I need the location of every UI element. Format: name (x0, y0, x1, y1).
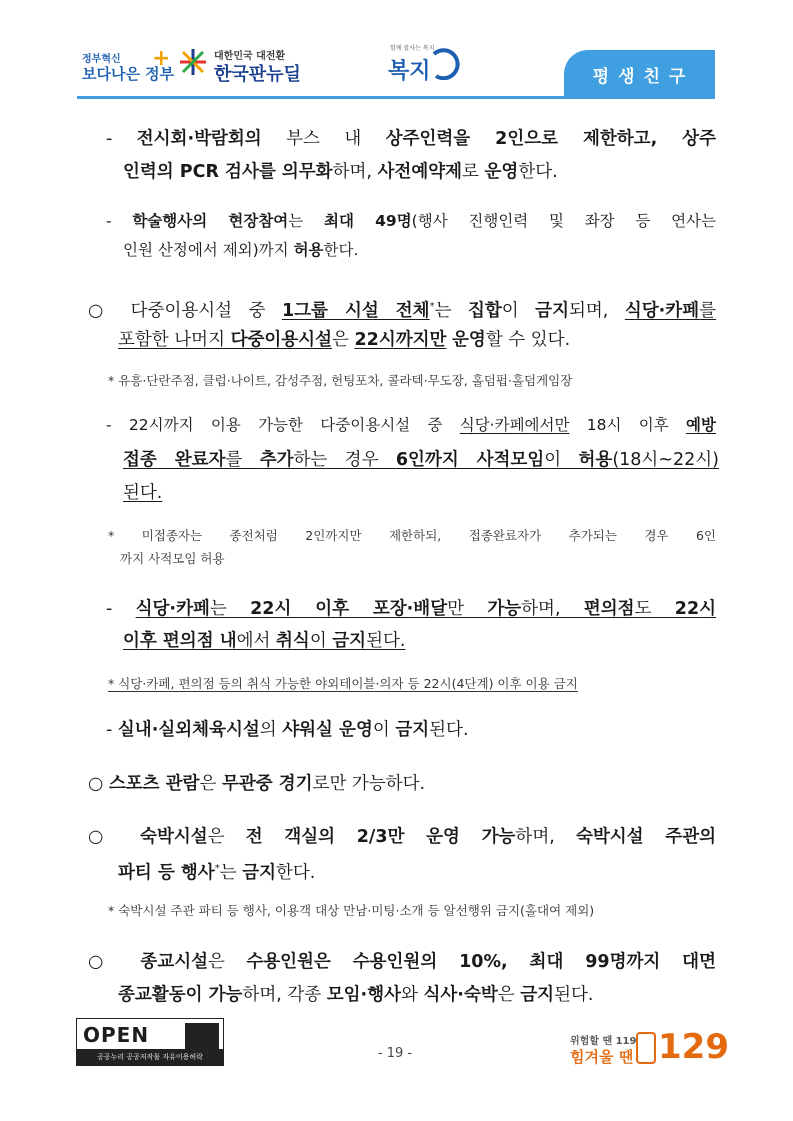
text-span: 금지 (332, 631, 367, 651)
text-line (88, 951, 716, 973)
text-span: 은 (497, 985, 521, 1005)
text-line (106, 719, 556, 741)
text-span: 와 (401, 985, 424, 1005)
text-span: 는 (209, 599, 251, 619)
text-line (123, 482, 183, 504)
text-line (88, 296, 716, 322)
text-span: 최대 49명 (323, 212, 412, 230)
text-span: * 미접종자는 종전처럼 2인까지만 제한하되, 접종완료자가 추가되는 경우 6인 (108, 528, 716, 543)
logo2-large-text: 한국판뉴딜 (214, 64, 301, 85)
text-span: 된다. (429, 720, 469, 740)
text-span: 이 (544, 450, 579, 470)
text-line (118, 858, 358, 884)
text-span: 학술행사의 현장참여 (132, 212, 289, 230)
text-span: - (106, 129, 137, 149)
text-span: 파티 등 행사 (118, 862, 215, 883)
logo1-small-text: 정부혁신 (82, 54, 121, 65)
text-span: 실내·실외체육시설 (117, 720, 260, 740)
logo1-large-text: 보다나은 정부 (82, 65, 175, 83)
text-span: 다중이용시설 (230, 330, 332, 350)
text-span: 이 (309, 631, 333, 651)
text-span: 은 (207, 827, 246, 847)
text-span: 한다. (323, 241, 359, 259)
hotline-small-text: 위험할 땐 119 (570, 1036, 637, 1047)
text-span: 는 (434, 300, 468, 321)
text-span: 금지 (242, 862, 276, 883)
open-caption: 공공누리 공공저작물 자유이용허락 (77, 1049, 223, 1065)
text-span: - (106, 599, 136, 619)
text-span: 추가 (259, 450, 294, 470)
text-span: 이 (372, 720, 396, 740)
text-span: 로만 가능하다. (312, 774, 426, 794)
page-header (0, 0, 793, 100)
text-span: 식사·숙박 (423, 985, 498, 1005)
text-span: 22시 (674, 599, 717, 619)
star-burst-icon (178, 47, 208, 77)
text-line (123, 449, 719, 471)
text-span: 하며, (515, 827, 576, 847)
text-line (106, 211, 716, 231)
text-span: 가능 (487, 599, 522, 619)
text-span: 예방 (686, 416, 716, 434)
license-person-icon (185, 1023, 219, 1049)
text-span: 는 (219, 862, 243, 883)
text-span: 를 (225, 450, 260, 470)
text-span: 운영 (484, 162, 519, 182)
text-span: 되며, (568, 300, 625, 321)
text-span: 종교시설 (140, 952, 209, 972)
text-span: 수용인원은 수용인원의 10%, 최대 99명까지 대면 (246, 952, 716, 972)
text-span: 무관중 경기 (221, 774, 313, 794)
text-span: 금지 (520, 985, 555, 1005)
text-span: 상주인력을 2인으로 제한하고, 상주 (385, 129, 716, 149)
text-span: 된다. (123, 483, 163, 503)
text-span: 만 (447, 599, 488, 619)
text-span: 스포츠 관람 (108, 774, 200, 794)
text-span: 에서 (236, 631, 276, 651)
text-span: 종교활동이 가능 (118, 985, 243, 1005)
text-span: 식당·카페에서만 (459, 416, 570, 434)
text-span: 허용 (293, 241, 324, 259)
text-span: 1그룹 시설 전체 (281, 300, 430, 321)
text-span: 운영 (452, 330, 486, 350)
text-span: 접종 완료자 (123, 450, 226, 470)
text-span: ○ (88, 952, 141, 972)
text-span: 의 (259, 720, 283, 740)
text-span: 숙박시설 주관의 (575, 827, 716, 847)
text-span: (행사 진행인력 및 좌장 등 연사는 (411, 212, 716, 230)
text-span: 된다. (366, 631, 406, 651)
text-span: - (106, 212, 133, 230)
text-span: 22시 이후 포장·배달 (250, 599, 448, 619)
text-span: 하며, 각종 (242, 985, 327, 1005)
text-span: 숙박시설 (140, 827, 208, 847)
text-span: 하며, (332, 162, 378, 182)
text-span: * 숙박시설 주관 파티 등 행사, 이용객 대상 만남·미팅·소개 등 알선행위 금지(홀대여 제외) (108, 903, 595, 918)
text-span: 사전예약제 (377, 162, 463, 182)
text-span: * 식당·카페, 편의점 등의 취식 가능한 야외테이블·의자 등 22시(4단계) 이후 이용 금지 (108, 676, 578, 691)
plus-icon: + (152, 46, 171, 71)
text-line (108, 528, 716, 544)
text-span: 하며, (521, 599, 584, 619)
text-span: 를 (699, 300, 717, 321)
text-span: 할 수 있다. (485, 330, 571, 350)
text-span: * (214, 863, 220, 874)
text-line (88, 773, 508, 795)
hotline-129-logo (560, 1026, 729, 1068)
header-divider (77, 96, 715, 99)
text-span: 18시 이후 (569, 416, 687, 434)
text-span: 포함한 나머지 (118, 330, 231, 350)
text-span: 은 (332, 330, 355, 350)
gov-innovation-logo (82, 46, 177, 83)
text-span: 금지 (535, 300, 569, 321)
hotline-large-text: 힘겨울 땐 (570, 1048, 634, 1066)
open-label: OPEN (83, 1023, 150, 1047)
text-span: 허용 (578, 450, 613, 470)
text-span: 이 (501, 300, 536, 321)
logo3-large-text: 복지 (388, 59, 431, 84)
text-span: * 유흥·단란주점, 클럽·나이트, 감성주점, 헌팅포차, 콜라텍·무도장, 홀덤펍·홀덤게임장 (108, 373, 573, 388)
text-line (88, 826, 716, 848)
text-span: 한다. (518, 162, 558, 182)
text-span: 은 (208, 952, 247, 972)
text-span: 식당·카페 (135, 599, 210, 619)
text-line (118, 984, 698, 1006)
text-line (106, 415, 716, 435)
text-span: 취식 (276, 631, 310, 651)
text-line (108, 676, 708, 692)
text-span: 하는 경우 (293, 450, 396, 470)
korean-new-deal-logo (178, 45, 308, 85)
text-span: 은 (199, 774, 222, 794)
text-span: 인력의 PCR 검사를 의무화 (123, 162, 333, 182)
text-line (106, 598, 716, 620)
text-span: * (429, 301, 435, 312)
text-span: 집합 (467, 300, 502, 321)
welfare-logo (388, 40, 468, 84)
text-span: ○ 다중이용시설 중 (88, 300, 282, 321)
text-line (108, 903, 723, 919)
text-span: 모임·행사 (326, 985, 402, 1005)
text-line (123, 240, 543, 260)
logo3-small-text: 함께 잘사는 복지 (390, 45, 435, 52)
text-line (120, 551, 320, 567)
text-span: 한다. (276, 862, 316, 883)
text-span: 부스 내 (261, 129, 386, 149)
text-span: 까지 사적모임 허용 (120, 551, 225, 566)
text-span: 22시까지만 (354, 330, 447, 350)
arc-icon (428, 46, 460, 80)
text-span: - (106, 720, 118, 740)
phone-icon (636, 1032, 656, 1064)
text-span: 전시회·박람회의 (136, 129, 262, 149)
text-line (108, 373, 718, 389)
page-number: - 19 - (377, 1046, 413, 1061)
hotline-number: 129 (658, 1027, 729, 1067)
text-span: 된다. (554, 985, 594, 1005)
text-span: 로 (462, 162, 485, 182)
text-span: 금지 (395, 720, 430, 740)
text-span: - 22시까지 이용 가능한 다중이용시설 중 (106, 416, 460, 434)
text-span: 이후 편의점 내 (123, 631, 237, 651)
open-license-logo (76, 1018, 224, 1066)
text-span: 6인까지 사적모임 (395, 450, 545, 470)
text-span: 전 객실의 2/3만 운영 가능 (245, 827, 516, 847)
text-line (106, 128, 716, 150)
text-span: ○ (88, 774, 109, 794)
text-span: 도 (634, 599, 675, 619)
text-line (123, 630, 483, 652)
text-span: 식당·카페 (624, 300, 700, 321)
lifelong-friend-badge: 평생친구 (564, 50, 715, 98)
text-span: 는 (288, 212, 324, 230)
text-span: 편의점 (583, 599, 635, 619)
logo2-small-text: 대한민국 대전환 (214, 51, 286, 62)
text-line (118, 329, 678, 351)
text-line (123, 161, 678, 183)
text-span: ○ (88, 827, 141, 847)
text-span: (18시~22시) (612, 450, 719, 470)
text-span: 샤워실 운영 (282, 720, 373, 740)
text-span: 인원 산정에서 제외)까지 (123, 241, 294, 259)
